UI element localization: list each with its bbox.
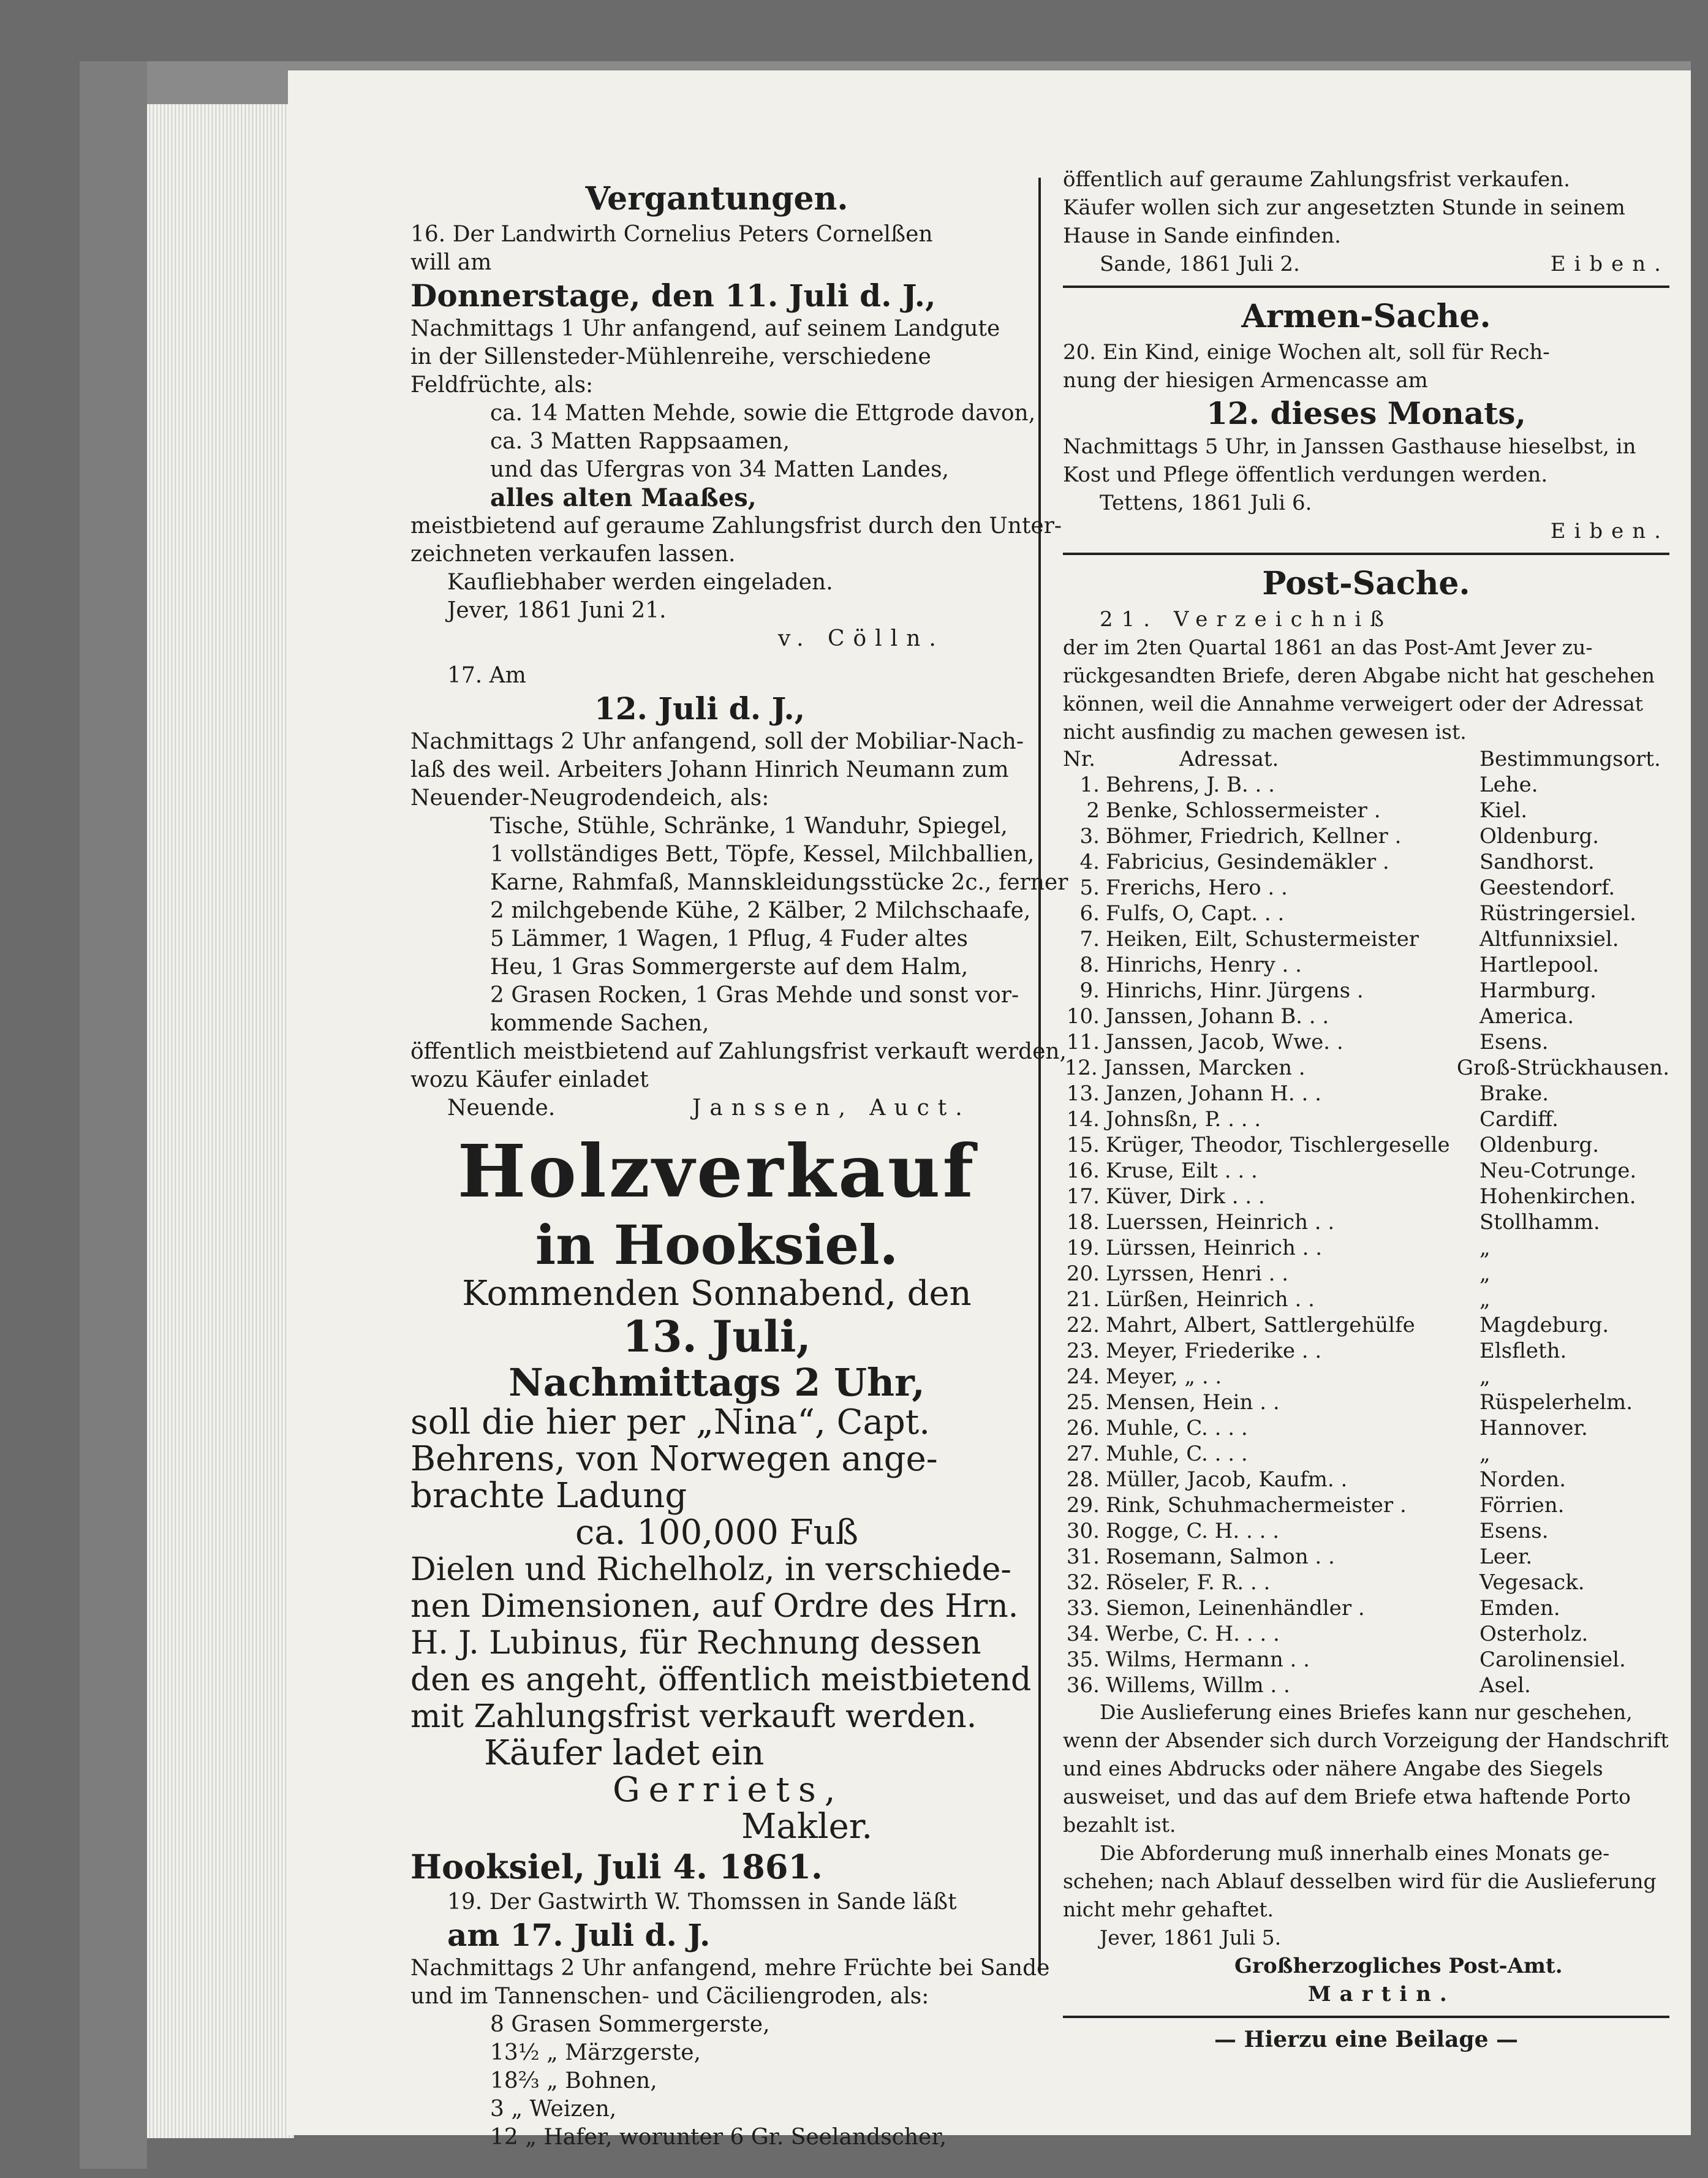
row-destination: Rüspelerhelm. xyxy=(1479,1390,1633,1415)
row-addressee: Mahrt, Albert, Sattlergehülfe xyxy=(1106,1313,1415,1337)
page-edges xyxy=(147,104,294,2138)
row-addressee: Werbe, C. H. . . . xyxy=(1106,1622,1280,1646)
notice-17-line: öffentlich meistbietend auf Zahlungsfrist verkauft werden, xyxy=(410,1039,1067,1064)
letter-list-row xyxy=(1063,1338,1669,1364)
row-addressee: Janzen, Johann H. . . xyxy=(1106,1081,1321,1106)
row-addressee: Meyer, „ . . xyxy=(1106,1364,1222,1389)
row-destination: Osterholz. xyxy=(1479,1622,1589,1646)
book-cover-left xyxy=(80,61,147,2169)
row-number: 27. xyxy=(1066,1442,1100,1466)
letter-list-row xyxy=(1063,1158,1669,1184)
header-addressee: Adressat. xyxy=(1179,747,1279,771)
row-number: 36. xyxy=(1066,1673,1100,1698)
row-number: 24. xyxy=(1066,1364,1100,1389)
row-addressee: Siemon, Leinenhändler . xyxy=(1106,1596,1365,1620)
row-destination: Brake. xyxy=(1479,1081,1549,1106)
ad-line: nen Dimensionen, auf Ordre des Hrn. xyxy=(410,1588,1019,1625)
section-divider xyxy=(1063,285,1669,288)
row-addressee: Mensen, Hein . . xyxy=(1106,1390,1280,1415)
notice-17-line: Tische, Stühle, Schränke, 1 Wanduhr, Spiegel, xyxy=(490,814,1008,839)
row-addressee: Janssen, Jacob, Wwe. . xyxy=(1106,1030,1343,1054)
row-number: 15. xyxy=(1066,1133,1100,1157)
letter-list-row xyxy=(1063,1287,1669,1312)
notice-17-line: Neuender-Neugrodendeich, als: xyxy=(410,785,769,811)
row-number: 17. xyxy=(1066,1184,1100,1209)
notice-20-line: nung der hiesigen Armencasse am xyxy=(1063,368,1428,393)
row-destination: Stollhamm. xyxy=(1479,1210,1600,1235)
ad-line: soll die hier per „Nina“, Capt. xyxy=(410,1402,931,1442)
continuation-line: Sande, 1861 Juli 2. xyxy=(1100,252,1300,276)
ad-line: Käufer ladet ein xyxy=(484,1733,765,1773)
row-destination: Rüstringersiel. xyxy=(1479,901,1636,926)
newspaper-page xyxy=(288,70,1691,2150)
letter-list-row xyxy=(1063,823,1669,849)
letter-list-row xyxy=(1063,1081,1669,1106)
notice-17-line: wozu Käufer einladet xyxy=(410,1067,649,1092)
notice-17-line: Karne, Rahmfaß, Mannskleidungsstücke 2c., ferner xyxy=(490,870,1068,895)
row-number: 6. xyxy=(1079,901,1100,926)
letter-list-row xyxy=(1063,1544,1669,1570)
section-heading-post: Post-Sache. xyxy=(1262,565,1470,602)
notice-16-date: Donnerstage, den 11. Juli d. J., xyxy=(410,278,936,314)
row-number: 21. xyxy=(1066,1287,1100,1312)
letter-list-row xyxy=(1063,1364,1669,1390)
row-destination: „ xyxy=(1479,1236,1491,1260)
row-destination: „ xyxy=(1479,1287,1491,1312)
row-addressee: Muhle, C. . . . xyxy=(1106,1416,1248,1440)
notice-16-line: meistbietend auf geraume Zahlungsfrist durch den Unter- xyxy=(410,513,1062,539)
row-number: 4. xyxy=(1079,850,1100,874)
letter-list-row xyxy=(1063,1518,1669,1544)
supplement-note: — Hierzu eine Beilage — xyxy=(1214,2027,1519,2052)
row-destination: Hohenkirchen. xyxy=(1479,1184,1636,1209)
ad-line: Kommenden Sonnabend, den xyxy=(462,1274,972,1314)
letter-list-row xyxy=(1063,952,1669,978)
notice-16-line: Kaufliebhaber werden eingeladen. xyxy=(447,570,833,595)
row-destination: Altfunnixsiel. xyxy=(1479,927,1619,951)
continuation-line: öffentlich auf geraume Zahlungsfrist verkaufen. xyxy=(1063,167,1570,192)
letter-list-row xyxy=(1063,1570,1669,1595)
row-destination: Neu-Cotrunge. xyxy=(1479,1159,1637,1183)
row-addressee: Hinrichs, Henry . . xyxy=(1106,953,1302,977)
letter-list-row xyxy=(1063,901,1669,926)
notice-17-line: 1 vollständiges Bett, Töpfe, Kessel, Milchballien, xyxy=(490,842,1035,867)
notice-17-signature: Janssen, Auct. xyxy=(692,1095,971,1121)
notice-19-line: 13½ „ Märzgerste, xyxy=(490,2040,701,2065)
post-office-signature: Martin. xyxy=(1308,1982,1456,2006)
letter-list-row xyxy=(1063,1106,1669,1132)
row-destination: Vegesack. xyxy=(1479,1570,1585,1595)
note-line: und eines Abdrucks oder nähere Angabe des Siegels xyxy=(1063,1756,1603,1780)
notice-16-line: Feldfrüchte, als: xyxy=(410,372,594,398)
row-number: 33. xyxy=(1066,1596,1100,1620)
note-line: Die Abforderung muß innerhalb eines Monats ge- xyxy=(1100,1841,1610,1865)
letter-list-row xyxy=(1063,849,1669,875)
ad-time: Nachmittags 2 Uhr, xyxy=(508,1360,925,1405)
row-destination: Esens. xyxy=(1479,1030,1549,1054)
row-destination: America. xyxy=(1479,1004,1574,1029)
row-number: 13. xyxy=(1066,1081,1100,1106)
row-number: 8. xyxy=(1079,953,1100,977)
row-addressee: Fabricius, Gesindemäkler . xyxy=(1106,850,1389,874)
row-destination: Carolinensiel. xyxy=(1479,1647,1626,1672)
notice-17-line: Heu, 1 Gras Sommergerste auf dem Halm, xyxy=(490,955,969,980)
letter-list-row xyxy=(1063,1004,1669,1029)
row-destination: Groß-Strückhausen. xyxy=(1456,1056,1669,1080)
continuation-signature: Eiben. xyxy=(1550,252,1669,276)
row-addressee: Luerssen, Heinrich . . xyxy=(1106,1210,1335,1235)
row-destination: Hannover. xyxy=(1479,1416,1588,1440)
row-destination: Emden. xyxy=(1479,1596,1560,1620)
ad-line: brachte Ladung xyxy=(410,1476,687,1516)
row-number: 1. xyxy=(1079,773,1100,797)
letter-list xyxy=(1063,772,1669,1698)
ad-line: mit Zahlungsfrist verkauft werden. xyxy=(410,1698,977,1735)
letter-list-row xyxy=(1063,1621,1669,1647)
row-addressee: Willems, Willm . . xyxy=(1106,1673,1290,1698)
row-addressee: Müller, Jacob, Kaufm. . xyxy=(1106,1467,1348,1492)
section-heading-vergantungen: Vergantungen. xyxy=(585,180,848,217)
row-number: 32. xyxy=(1066,1570,1100,1595)
notice-16-line: und das Ufergras von 34 Matten Landes, xyxy=(490,457,950,482)
row-number: 28. xyxy=(1066,1467,1100,1492)
row-number: 26. xyxy=(1066,1416,1100,1440)
ad-signature: Gerriets, xyxy=(613,1770,844,1810)
notice-17-date: 12. Juli d. J., xyxy=(594,690,806,727)
notice-19-intro: 19. Der Gastwirth W. Thomssen in Sande läßt xyxy=(447,1889,957,1915)
row-destination: Leer. xyxy=(1479,1545,1533,1569)
notice-21-line: der im 2ten Quartal 1861 an das Post-Amt Jever zu- xyxy=(1063,635,1593,659)
notice-21-intro: 21. Verzeichniß xyxy=(1100,607,1393,632)
notice-20-line: Tettens, 1861 Juli 6. xyxy=(1100,491,1312,515)
row-destination: „ xyxy=(1479,1442,1491,1466)
row-addressee: Muhle, C. . . . xyxy=(1106,1442,1248,1466)
ad-line: den es angeht, öffentlich meistbietend xyxy=(410,1662,1032,1698)
row-addressee: Janssen, Marcken . xyxy=(1103,1056,1306,1080)
row-destination: Asel. xyxy=(1479,1673,1531,1698)
row-destination: Norden. xyxy=(1479,1467,1566,1492)
row-destination: Geestendorf. xyxy=(1479,875,1615,900)
row-destination: Cardiff. xyxy=(1479,1107,1559,1132)
letter-list-row xyxy=(1063,1312,1669,1338)
row-destination: Hartlepool. xyxy=(1479,953,1600,977)
letter-list-row xyxy=(1063,772,1669,798)
row-addressee: Böhmer, Friedrich, Kellner . xyxy=(1106,824,1402,849)
row-number: 9. xyxy=(1079,978,1100,1003)
ad-line: H. J. Lubinus, für Rechnung dessen xyxy=(410,1625,981,1662)
row-addressee: Hinrichs, Hinr. Jürgens . xyxy=(1106,978,1364,1003)
letter-list-row xyxy=(1063,1184,1669,1209)
letter-list-row xyxy=(1063,1390,1669,1415)
row-addressee: Rogge, C. H. . . . xyxy=(1106,1519,1280,1543)
letter-list-row xyxy=(1063,1415,1669,1441)
ad-date: 13. Juli, xyxy=(622,1311,811,1362)
header-number: Nr. xyxy=(1063,747,1096,771)
row-addressee: Lyrssen, Henri . . xyxy=(1106,1261,1288,1286)
row-addressee: Lürßen, Heinrich . . xyxy=(1106,1287,1315,1312)
row-number: 31. xyxy=(1066,1545,1100,1569)
row-number: 22. xyxy=(1066,1313,1100,1337)
notice-17-line: 2 milchgebende Kühe, 2 Kälber, 2 Milchschaafe, xyxy=(490,898,1031,923)
notice-16-line: Nachmittags 1 Uhr anfangend, auf seinem Landgute xyxy=(410,316,1000,341)
row-destination: Harmburg. xyxy=(1479,978,1597,1003)
letter-list-row xyxy=(1063,978,1669,1004)
row-number: 11. xyxy=(1066,1030,1100,1054)
ad-line: Dielen und Richelholz, in verschiede- xyxy=(410,1551,1011,1588)
row-destination: Sandhorst. xyxy=(1479,850,1595,874)
row-addressee: Rink, Schuhmachermeister . xyxy=(1106,1493,1407,1518)
notice-17-line: laß des weil. Arbeiters Johann Hinrich Neumann zum xyxy=(410,757,1009,782)
notice-20-line: Nachmittags 5 Uhr, in Janssen Gasthause hieselbst, in xyxy=(1063,434,1636,459)
row-addressee: Kruse, Eilt . . . xyxy=(1106,1159,1258,1183)
row-addressee: Heiken, Eilt, Schustermeister xyxy=(1106,927,1419,951)
row-destination: Elsfleth. xyxy=(1479,1339,1567,1363)
letter-list-header xyxy=(1063,746,1669,772)
notice-19-date: am 17. Juli d. J. xyxy=(447,1917,711,1953)
continuation-line: Hause in Sande einfinden. xyxy=(1063,224,1341,248)
notice-19-line: 18⅔ „ Bohnen, xyxy=(490,2068,657,2093)
row-addressee: Wilms, Hermann . . xyxy=(1106,1647,1310,1672)
notice-20-date: 12. dieses Monats, xyxy=(1206,395,1526,431)
notice-16-intro-1: 16. Der Landwirth Cornelius Peters Cornelßen xyxy=(410,222,933,247)
row-destination: Oldenburg. xyxy=(1479,824,1600,849)
notice-20-signature: Eiben. xyxy=(1550,519,1669,543)
notice-16-signature: v. Cölln. xyxy=(778,626,945,651)
notice-16-line: ca. 14 Matten Mehde, sowie die Ettgrode davon, xyxy=(490,401,1036,426)
row-addressee: Benke, Schlossermeister . xyxy=(1106,798,1381,823)
ad-line: ca. 100,000 Fuß xyxy=(575,1513,859,1552)
letter-list-row xyxy=(1063,1492,1669,1518)
notice-19-line: 8 Grasen Sommergerste, xyxy=(490,2012,770,2037)
row-number: 18. xyxy=(1066,1210,1100,1235)
notice-19-line: 3 „ Weizen, xyxy=(490,2097,617,2122)
notice-19-line: 12 „ Hafer, worunter 6 Gr. Seelandscher, xyxy=(490,2125,947,2150)
notice-17-place: Neuende. xyxy=(447,1095,556,1121)
section-heading-armen: Armen-Sache. xyxy=(1241,298,1491,335)
row-destination: Förrien. xyxy=(1479,1493,1565,1518)
row-number: 34. xyxy=(1066,1622,1100,1646)
row-addressee: Frerichs, Hero . . xyxy=(1106,875,1288,900)
row-addressee: Behrens, J. B. . . xyxy=(1106,773,1275,797)
note-line: nicht mehr gehaftet. xyxy=(1063,1897,1274,1921)
notice-21-line: nicht ausfindig zu machen gewesen ist. xyxy=(1063,720,1467,744)
letter-list-row xyxy=(1063,1467,1669,1492)
letter-list-row xyxy=(1063,926,1669,952)
notice-16-intro-2: will am xyxy=(410,250,492,275)
right-column xyxy=(1063,165,1669,2054)
row-addressee: Janssen, Johann B. . . xyxy=(1106,1004,1329,1029)
row-destination: Lehe. xyxy=(1479,773,1538,797)
letter-list-row xyxy=(1063,798,1669,823)
notice-20-line: 20. Ein Kind, einige Wochen alt, soll für Rech- xyxy=(1063,340,1550,365)
letter-list-row xyxy=(1063,1055,1669,1081)
row-number: 25. xyxy=(1066,1390,1100,1415)
row-addressee: Fulfs, O, Capt. . . xyxy=(1106,901,1285,926)
row-addressee: Röseler, F. R. . . xyxy=(1106,1570,1271,1595)
notice-21-line: rückgesandten Briefe, deren Abgabe nicht hat geschehen xyxy=(1063,664,1655,687)
notice-16-line: Jever, 1861 Juni 21. xyxy=(447,598,667,623)
notice-16-line: alles alten Maaßes, xyxy=(490,483,757,512)
note-line: schehen; nach Ablauf desselben wird für die Auslieferung xyxy=(1063,1869,1657,1893)
letter-list-row xyxy=(1063,1595,1669,1621)
row-number: 7. xyxy=(1079,927,1100,951)
notice-20-line: Kost und Pflege öffentlich verdungen werden. xyxy=(1063,463,1548,487)
ad-signature-role: Makler. xyxy=(741,1807,873,1847)
post-office-name: Großherzogliches Post-Amt. xyxy=(1234,1954,1563,1978)
letter-list-row xyxy=(1063,1029,1669,1055)
section-divider xyxy=(1063,553,1669,555)
row-number: 35. xyxy=(1066,1647,1100,1672)
row-destination: „ xyxy=(1479,1364,1491,1389)
row-destination: Esens. xyxy=(1479,1519,1549,1543)
note-line: Jever, 1861 Juli 5. xyxy=(1100,1926,1282,1949)
ad-place-date: Hooksiel, Juli 4. 1861. xyxy=(410,1847,823,1886)
notice-16-line: zeichneten verkaufen lassen. xyxy=(410,542,736,567)
letter-list-row xyxy=(1063,1132,1669,1158)
ad-title: Holzverkauf xyxy=(457,1129,977,1214)
notice-17-line: kommende Sachen, xyxy=(490,1011,709,1036)
row-number: 5. xyxy=(1079,875,1100,900)
row-addressee: Küver, Dirk . . . xyxy=(1106,1184,1265,1209)
row-addressee: Krüger, Theodor, Tischlergeselle xyxy=(1106,1133,1450,1157)
row-number: 16. xyxy=(1066,1159,1100,1183)
row-addressee: Meyer, Friederike . . xyxy=(1106,1339,1322,1363)
notice-17-intro: 17. Am xyxy=(447,663,526,688)
note-line: bezahlt ist. xyxy=(1063,1813,1176,1837)
row-destination: „ xyxy=(1479,1261,1491,1286)
notice-19-line: und im Tannenschen- und Cäciliengroden, als: xyxy=(410,1984,929,2009)
row-destination: Oldenburg. xyxy=(1479,1133,1600,1157)
note-line: ausweiset, und das auf dem Briefe etwa haftende Porto xyxy=(1063,1785,1631,1809)
row-addressee: Lürssen, Heinrich . . xyxy=(1106,1236,1323,1260)
holzverkauf-advertisement xyxy=(410,1129,1032,1888)
row-number: 3. xyxy=(1079,824,1100,849)
note-line: Die Auslieferung eines Briefes kann nur geschehen, xyxy=(1100,1700,1633,1724)
section-divider xyxy=(1063,2016,1669,2018)
row-number: 12. xyxy=(1064,1056,1098,1080)
letter-list-row xyxy=(1063,1209,1669,1235)
row-addressee: Johnsßn, P. . . . xyxy=(1106,1107,1261,1132)
letter-list-row xyxy=(1063,1261,1669,1287)
notice-16-line: in der Sillensteder-Mühlenreihe, verschiedene xyxy=(410,344,931,369)
row-number: 10. xyxy=(1066,1004,1100,1029)
row-number: 19. xyxy=(1066,1236,1100,1260)
letter-list-row xyxy=(1063,1673,1669,1698)
notice-21-line: können, weil die Annahme verweigert oder der Adressat xyxy=(1063,692,1644,716)
notice-17-line: 5 Lämmer, 1 Wagen, 1 Pflug, 4 Fuder altes xyxy=(490,926,968,951)
continuation-line: Käufer wollen sich zur angesetzten Stunde in seinem xyxy=(1063,195,1625,220)
row-number: 30. xyxy=(1066,1519,1100,1543)
row-number: 14. xyxy=(1066,1107,1100,1132)
notice-19-line: Nachmittags 2 Uhr anfangend, mehre Früchte bei Sande xyxy=(410,1956,1050,1981)
header-destination: Bestimmungsort. xyxy=(1479,747,1661,771)
row-number: 23. xyxy=(1066,1339,1100,1363)
notice-16-line: ca. 3 Matten Rappsaamen, xyxy=(490,429,790,454)
notice-17-line: 2 Grasen Rocken, 1 Gras Mehde und sonst vor- xyxy=(490,983,1019,1008)
row-number: 29. xyxy=(1066,1493,1100,1518)
row-number: 2 xyxy=(1086,798,1100,823)
ad-subtitle: in Hooksiel. xyxy=(535,1213,899,1277)
row-number: 20. xyxy=(1066,1261,1100,1286)
letter-list-row xyxy=(1063,1235,1669,1261)
note-line: wenn der Absender sich durch Vorzeigung der Handschrift xyxy=(1063,1728,1669,1752)
row-destination: Kiel. xyxy=(1479,798,1528,823)
row-destination: Magdeburg. xyxy=(1479,1313,1609,1337)
letter-list-row xyxy=(1063,1647,1669,1673)
notice-17-line: Nachmittags 2 Uhr anfangend, soll der Mobiliar-Nach- xyxy=(410,729,1024,754)
letter-list-row xyxy=(1063,875,1669,901)
ad-line: Behrens, von Norwegen ange- xyxy=(410,1439,938,1479)
row-addressee: Rosemann, Salmon . . xyxy=(1106,1545,1335,1569)
letter-list-row xyxy=(1063,1441,1669,1467)
